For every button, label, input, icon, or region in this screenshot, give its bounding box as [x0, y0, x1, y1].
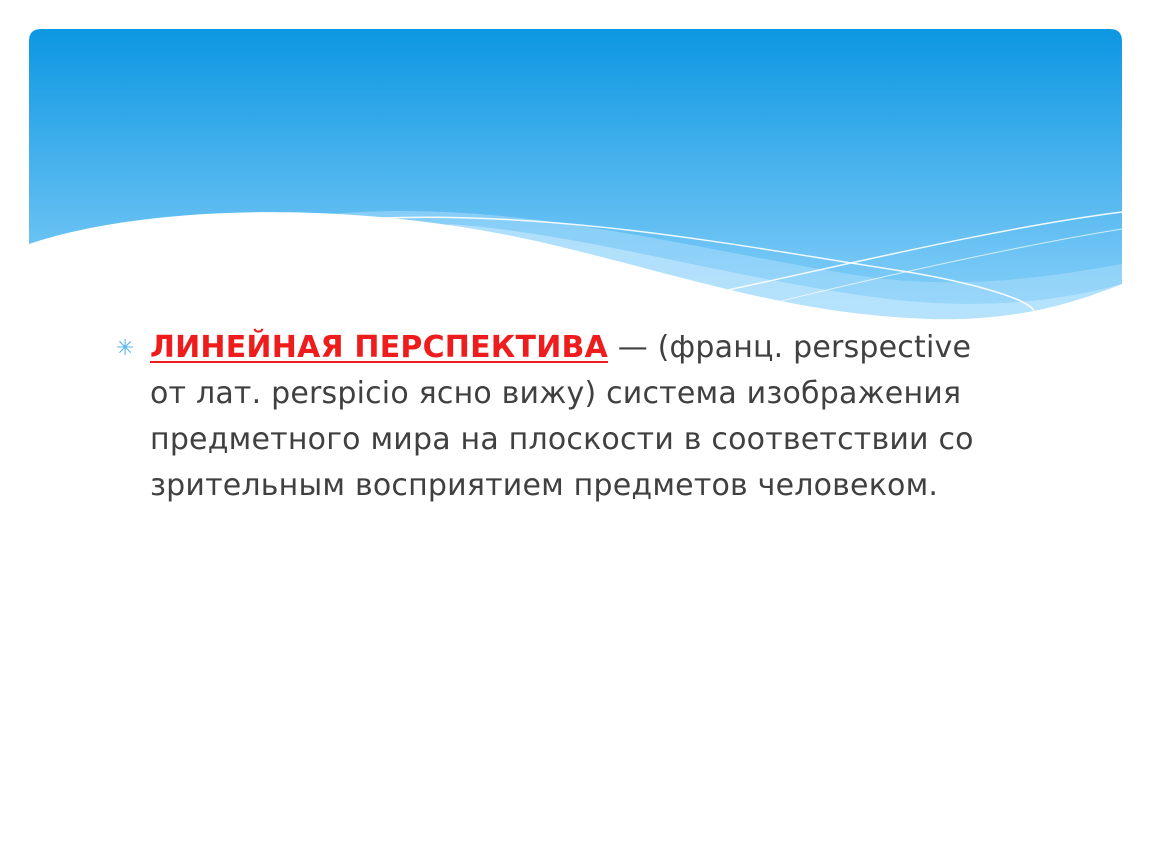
term-linear-perspective: ЛИНЕЙНАЯ ПЕРСПЕКТИВА: [150, 330, 608, 365]
term-definition: — (франц. perspective от лат. perspicio ясно вижу) система изображения предметного мира на плоскости в соответствии со зрительным восприятием предметов человеком.: [150, 330, 974, 503]
asterisk-bullet-icon: ✳: [116, 336, 135, 361]
bullet-item: [116, 325, 1016, 509]
slide-content: [116, 325, 1016, 509]
header-wave-decoration: [29, 29, 1122, 329]
bullet-text: [150, 325, 1016, 509]
